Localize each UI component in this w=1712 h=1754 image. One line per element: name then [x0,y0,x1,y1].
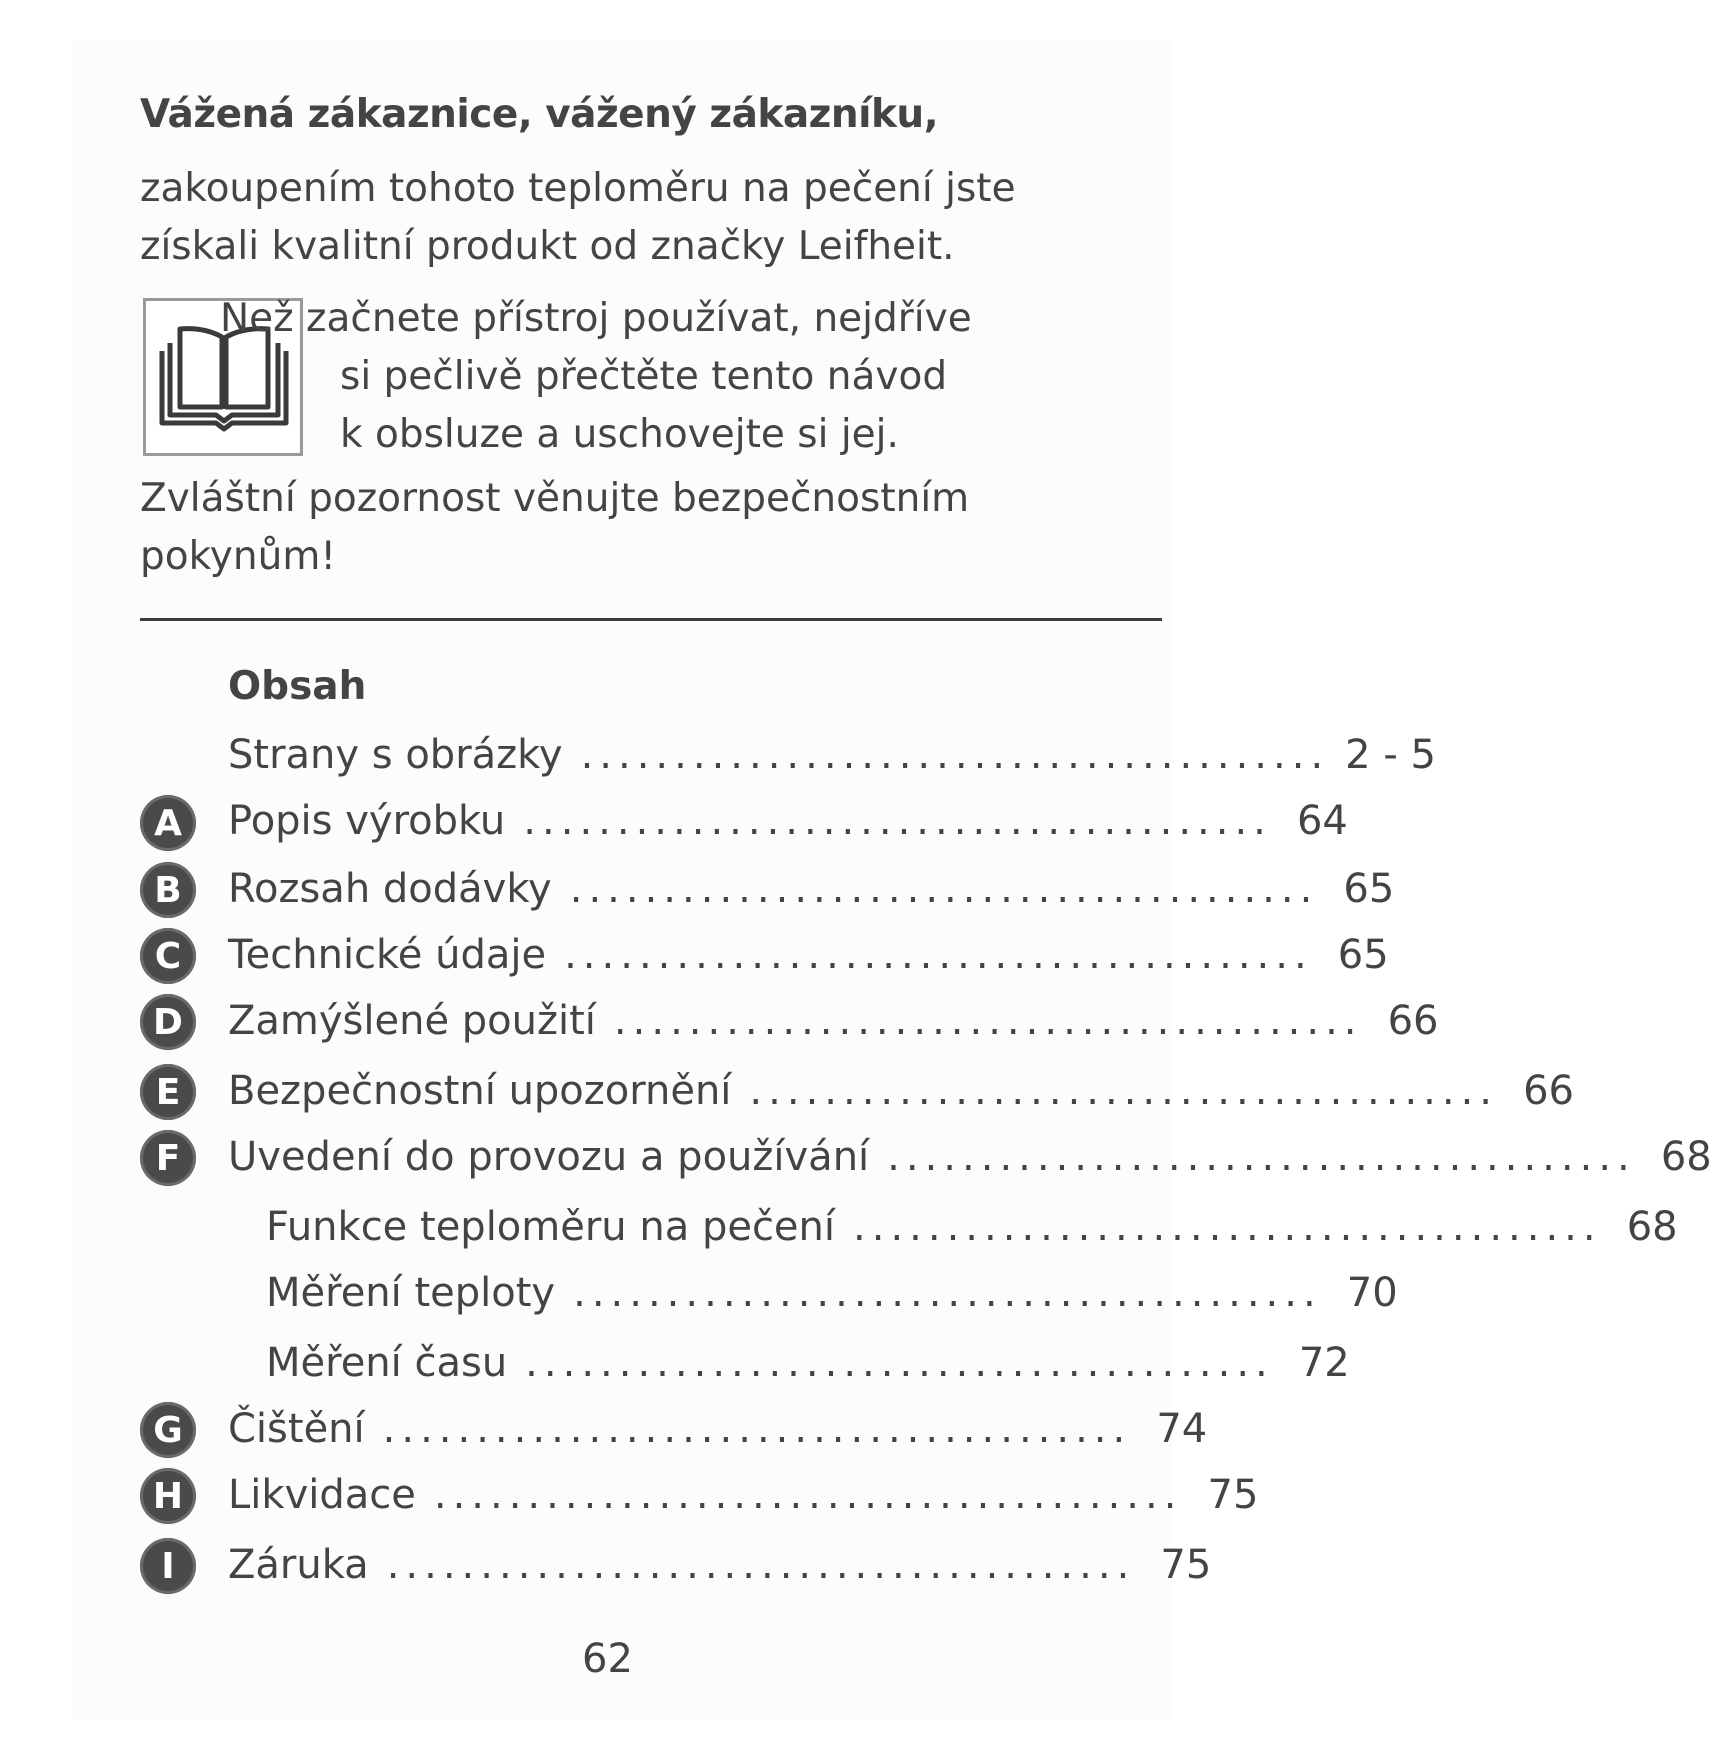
toc-entry-label: Rozsah dodávky [228,866,552,912]
toc-leader-dots: ........................................ [564,932,1313,978]
toc-entry-label: Popis výrobku [228,798,506,844]
toc-entry-label: Bezpečnostní upozornění [228,1068,732,1114]
toc-entry[interactable] [228,998,1439,1044]
toc-entry-page: 64 [1296,798,1348,844]
toc-entry-page: 70 [1346,1270,1398,1316]
toc-leader-dots: ........................................ [382,1406,1132,1452]
toc-leader-dots: ........................................ [887,1134,1636,1180]
toc-title: Obsah [228,664,367,709]
notice-line: Než začnete přístroj používat, nejdříve [220,296,972,341]
toc-entry-label: Zamýšlené použití [228,998,596,1044]
section-badge-i: I [140,1538,196,1594]
toc-leader-dots: ........................................ [853,1204,1602,1250]
toc-entry[interactable] [228,1472,1259,1518]
toc-entry[interactable] [228,932,1389,978]
section-divider [140,618,1162,621]
toc-entry-page: 75 [1160,1542,1212,1588]
safety-note-line: Zvláštní pozornost věnujte bezpečnostním [140,476,970,521]
toc-subentry[interactable] [266,1270,1398,1316]
section-badge-b: B [140,862,196,918]
toc-entry-label: Měření času [266,1340,508,1386]
intro-line: získali kvalitní produkt od značky Leifheit. [140,224,955,269]
toc-leader-dots: ........................................ [749,1068,1499,1114]
section-badge-e: E [140,1064,196,1120]
toc-leader-dots: ........................................ [580,732,1330,778]
toc-entry[interactable] [228,1406,1208,1452]
intro-paragraph [140,160,1040,276]
toc-entry-label: Čištění [228,1406,365,1452]
toc-entry[interactable] [228,798,1348,844]
toc-leader-dots: ........................................ [386,1542,1136,1588]
toc-leader-dots: ........................................ [433,1472,1183,1518]
toc-entry-page: 66 [1523,1068,1575,1114]
page-number: 62 [582,1636,633,1682]
toc-entry-label: Funkce teploměru na pečení [266,1204,836,1250]
notice-line: k obsluze a uschovejte si jej. [340,412,899,457]
toc-entry-label: Strany s obrázky [228,732,563,778]
toc-entry[interactable] [228,866,1395,912]
toc-entry-page: 2 - 5 [1345,732,1436,778]
toc-leader-dots: ........................................ [573,1270,1322,1316]
toc-entry-page: 66 [1387,998,1439,1044]
toc-entry-page: 68 [1626,1204,1678,1250]
section-badge-g: G [140,1402,196,1458]
toc-entry-page: 65 [1343,866,1395,912]
toc-entry[interactable] [228,1068,1575,1114]
greeting-heading: Vážená zákaznice, vážený zákazníku, [140,92,939,137]
toc-subentry[interactable] [266,1340,1350,1386]
safety-note [140,470,1020,586]
toc-entry-label: Likvidace [228,1472,416,1518]
toc-leader-dots: ........................................ [569,866,1319,912]
section-badge-a: A [140,795,196,851]
intro-line: zakoupením tohoto teploměru na pečení jste [140,166,1016,211]
toc-entry[interactable] [228,1542,1212,1588]
toc-entry[interactable] [228,1134,1712,1180]
toc-entry-label: Uvedení do provozu a používání [228,1134,870,1180]
toc-entry[interactable] [228,732,1436,778]
toc-leader-dots: ........................................ [613,998,1363,1044]
section-badge-h: H [140,1468,196,1524]
toc-leader-dots: ........................................ [523,798,1272,844]
section-badge-d: D [140,994,196,1050]
section-badge-f: F [140,1130,196,1186]
toc-subentry[interactable] [266,1204,1678,1250]
toc-entry-label: Záruka [228,1542,369,1588]
toc-entry-page: 72 [1298,1340,1350,1386]
toc-entry-page: 74 [1156,1406,1208,1452]
toc-entry-page: 68 [1660,1134,1712,1180]
section-badge-c: C [140,928,196,984]
notice-line: si pečlivě přečtěte tento návod [340,354,948,399]
toc-entry-page: 65 [1337,932,1389,978]
toc-leader-dots: ........................................ [525,1340,1274,1386]
safety-note-line: pokynům! [140,534,336,579]
toc-entry-label: Měření teploty [266,1270,556,1316]
toc-entry-page: 75 [1207,1472,1259,1518]
toc-entry-label: Technické údaje [228,932,547,978]
